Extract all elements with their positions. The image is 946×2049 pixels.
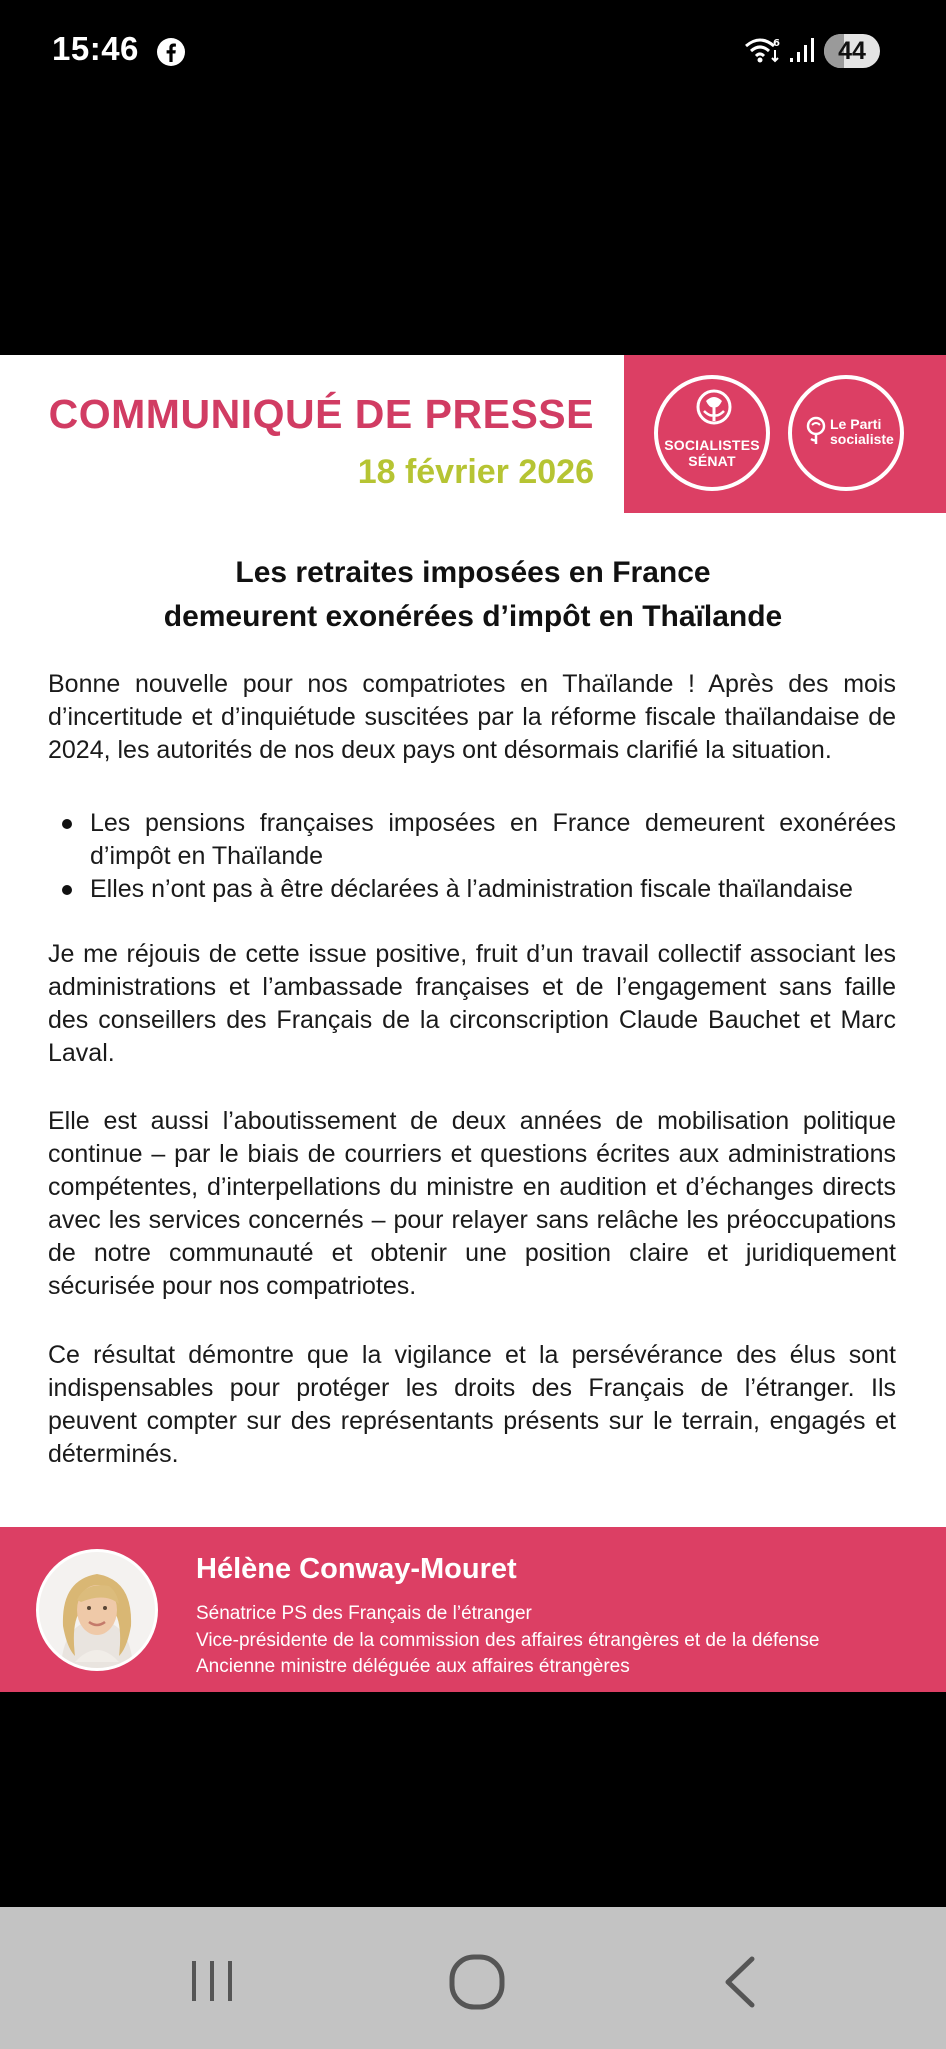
- parti-socialiste-logo: [788, 375, 904, 491]
- bullet-list: [48, 807, 896, 906]
- press-release-image: [0, 355, 946, 1692]
- navigation-bar: [0, 1907, 946, 2049]
- paragraph-conclusion: Ce résultat démontre que la vigilance et la persévérance des élus sont indispensables pour protéger les droits des Français de l’étranger. Ils peuvent compter sur des représentants présents sur le terrain, engagés et déterminés.: [48, 1341, 896, 1468]
- home-icon[interactable]: [446, 1951, 508, 2013]
- signatory-title-3: Ancienne ministre déléguée aux affaires étrangères: [196, 1656, 630, 1677]
- battery-indicator: [824, 34, 880, 68]
- press-title: COMMUNIQUÉ DE PRESSE: [48, 391, 594, 437]
- senat-logo-text: [658, 437, 766, 469]
- recent-apps-icon[interactable]: [188, 1957, 236, 2005]
- ps-line2: socialiste: [830, 431, 894, 447]
- press-date: 18 février 2026: [357, 453, 594, 491]
- headline-line2: demeurent exonérées d’impôt en Thaïlande: [163, 600, 783, 633]
- signature-footer: [0, 1527, 946, 1692]
- paragraph-mobilisation: Elle est aussi l’aboutissement de deux années de mobilisation politique continue – par le biais de courriers et questions écrites aux administrations compétentes, d’interpellations du ministre en audition et d’échanges directs avec les services concernés – pour relayer sans relâche les préoccupations de notre communauté et obtenir une position claire et juridiquement sécurisée pour nos compatriotes.: [48, 1107, 896, 1300]
- paragraph-intro: Bonne nouvelle pour nos compatriotes en Thaïlande ! Après des mois d’incertitude et d’inquiétude suscitées par la réforme fiscale thaïlandaise de 2024, les autorités de nos deux pays ont désormais clarifié la situation.: [48, 670, 896, 764]
- paragraph-reaction: Je me réjouis de cette issue positive, fruit d’un travail collectif associant les administrations et l’ambassade françaises et de l’engagement sans faille des conseillers des Français de la circonscription Claude Bauchet et Marc Laval.: [48, 940, 896, 1067]
- svg-text:6: 6: [773, 38, 780, 49]
- status-bar: [0, 0, 946, 100]
- avatar: [36, 1549, 158, 1671]
- signatory-title-2: Vice-présidente de la commission des affaires étrangères et de la défense: [196, 1630, 820, 1651]
- socialistes-senat-logo: [654, 375, 770, 491]
- press-header: [0, 355, 946, 513]
- status-time: 15:46: [52, 30, 139, 67]
- portrait-image: [39, 1552, 155, 1668]
- list-item: [48, 873, 896, 906]
- wifi-icon: [744, 34, 782, 66]
- bullet-dot: [62, 885, 72, 895]
- facebook-icon: [156, 37, 186, 67]
- ps-rose-icon: [802, 415, 830, 445]
- bullet-text: Les pensions françaises imposées en France demeurent exonérées d’impôt en Thaïlande: [90, 809, 896, 870]
- list-item: [48, 807, 896, 873]
- ps-logo-text: [830, 417, 900, 447]
- bullet-text: Elles n’ont pas à être déclarées à l’administration fiscale thaïlandaise: [90, 875, 853, 903]
- signatory-name: Hélène Conway-Mouret: [196, 1553, 517, 1585]
- signal-icon: [788, 36, 818, 64]
- senat-line1: SOCIALISTES: [664, 437, 760, 453]
- battery-level: 44: [838, 37, 866, 65]
- bullet-dot: [62, 819, 72, 829]
- headline: [0, 551, 946, 639]
- ps-line1: Le Parti: [830, 416, 882, 432]
- senat-line2: SÉNAT: [688, 453, 736, 469]
- signatory-title-1: Sénatrice PS des Français de l’étranger: [196, 1603, 532, 1624]
- rose-icon: [692, 387, 736, 431]
- back-icon[interactable]: [720, 1955, 760, 2009]
- headline-line1: Les retraites imposées en France: [235, 556, 711, 589]
